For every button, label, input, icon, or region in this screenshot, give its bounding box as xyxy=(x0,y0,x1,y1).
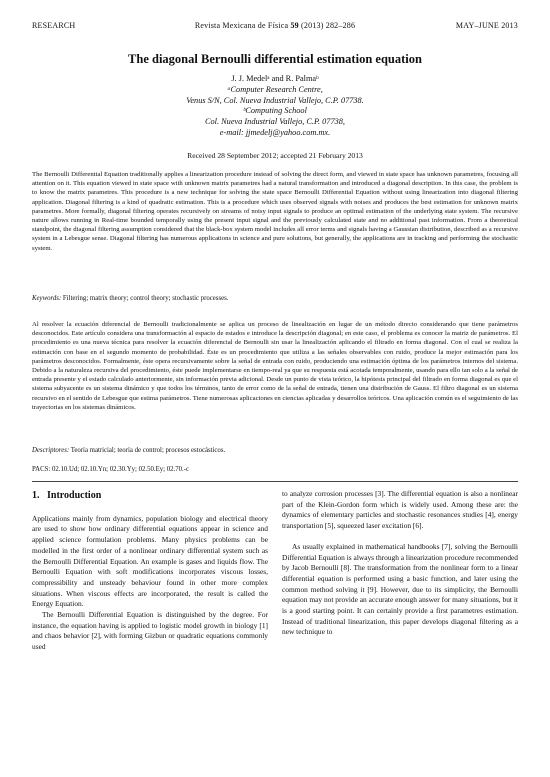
author-email[interactable]: e-mail: jjmedelj@yahoo.com.mx. xyxy=(219,127,331,137)
header-volume: 59 xyxy=(290,21,299,30)
received-dates: Received 28 September 2012; accepted 21 February 2013 xyxy=(187,151,363,160)
section-title: Introduction xyxy=(47,490,102,501)
paragraph: Applications mainly from dynamics, population biology and electrical theory are used to show how ordinary differential equations appear in science and applied science formulation problems. Many physics problems can be modelled in the first order of a nonlinear ordinary differential system such as the Bernoulli Differential Equation. An example is gases and liquids flow. The Bernoulli Equation with soft modifications incorporates viscous losses, compressibility and unsteady behaviour found in other more complex situations. When viscous effects are incorporated, the result is called the Energy Equation. xyxy=(32,513,268,609)
affiliation-b-address: Col. Nueva Industrial Vallejo, C.P. 07738, xyxy=(205,117,345,127)
affiliation-a: ᵃComputer Research Centre, xyxy=(227,84,323,94)
section-heading xyxy=(32,491,268,502)
paragraph: As usually explained in mathematical handbooks [7], solving the Bernoulli Differential Equation is always through a linearization procedure recommended by Jacob Bernoulli [8]. The transformation from the nonlinear form to a linear differential equation is performed using a basic function, and later using the common method solving it [9]. However, due to its simplicity, the Bernoulli equation may not provide an accurate enough answer for many situations, but it is a good starting point. It can certainly provide a first parametres estimation. Instead of traditional linearization, this paper develops diagonal filtering as a new technique to xyxy=(282,541,518,637)
divider xyxy=(32,481,518,482)
descriptores-label: Descriptores: xyxy=(32,447,70,454)
keywords-label: Keywords: xyxy=(32,295,62,302)
body-column-right xyxy=(282,489,518,638)
affiliation-b: ᵇComputing School xyxy=(243,106,307,116)
header-journal-citation xyxy=(32,21,518,30)
affiliation-a-address: Venus S/N, Col. Nueva Industrial Vallejo, C.P. 07738. xyxy=(186,95,364,105)
keywords-text: Filtering; matrix theory; control theory; stochastic processes. xyxy=(62,295,229,302)
pacs-codes: PACS: 02.10.Ud; 02.10.Yn; 02.30.Yy; 02.50.Ey; 02.70.-c xyxy=(32,466,190,473)
header-pages: (2013) 282–286 xyxy=(298,21,356,30)
header-issue-date: MAY–JUNE 2013 xyxy=(455,21,518,30)
paragraph: The Bernoulli Differential Equation is distinguished by the degree. For instance, the equation having is applied to logistic model growth in biology [1] and chaos behavior [2], with forming Gizbun or quadratic equations commonly used xyxy=(32,610,268,652)
paragraph-gap xyxy=(282,532,518,542)
abstract-spanish: Al resolver la ecuación diferencial de Bernoulli tradicionalmente se aplica un proceso de linealización en lugar de un método directo considerando que tiene parámetros desconocidos. Este artículo considera una transformación al espacio de estados e introduce la descripción diagonal; en este caso, el problema es conocer la matriz de parámetros. El procedimiento es una nueva técnica para resolver la ecuación diferencial de Bernoulli sin usar la linealización aplicando el filtrado en forma diagonal. Con el cual se realiza la estimación con base en el segundo momento de probabilidad. Éste es un procedimiento que utiliza a las señales observables con ruido, produce la mejor estimación para los parámetros desconocidos. Formalmente, éste opera recursivamente sobre la señal de entrada con ruido, produciendo una estimación óptima de los parámetros internos del sistema. Debido a la naturaleza recursiva del procedimiento, éste puede implementarse en tiempo-real ya que su respuesta está acotada temporalmente, usando para ello tan solo a la señal de entrada presente y el estado calculado anteriormente, sin información previa adicional. Desde un punto de vista teórico, la hipótesis principal del filtrado en forma diagonal es que el sistema subyacente es un sistema dinámico y que todos los términos, tanto de error como de la señal de entrada, tienen una distribución de Gauss. El filtro diagonal es un sistema recursivo en el sentido de Lebesgue que estima parámetros. Tiene numerosas aplicaciones en ciencias aplicadas y desarrollos teóricos. Una aplicación común es el seguimiento de las trayectorias en los sistemas dinámicos. xyxy=(32,321,518,411)
descriptores xyxy=(32,447,518,454)
header-journal-name: Revista Mexicana de Física xyxy=(194,21,291,30)
header-section-label: RESEARCH xyxy=(32,21,76,30)
paragraph: to analyze corrosion processes [3]. The differential equation is also a nonlinear part of the Klein-Gordon form which is widely used. Among these are: the dynamics of elementary particles and stochastic resonances studies [4], energy transportation [5], squeezed laser excitation [6]. xyxy=(282,489,518,531)
section-number: 1. xyxy=(32,490,40,501)
descriptores-text: Teoría matricial; teoría de control; procesos estocásticos. xyxy=(70,447,226,454)
paper-title: The diagonal Bernoulli differential estimation equation xyxy=(128,52,422,66)
author-block xyxy=(32,74,518,139)
keywords xyxy=(32,295,518,302)
author-names: J. J. Medelᵃ and R. Palmaᵇ xyxy=(231,74,319,83)
abstract-english: The Bernoulli Differential Equation traditionally applies a linearization procedure instead of solving the direct form, and viewed in state space has unknown parametres, focusing all attention on it. This equation viewed in state space with unknown matrix parametres had a natural transformation and introduced a diagonal description. In this case, the problem is to know the matrix parametres. This procedure is a new technique for solving the state space Bernoulli Differential Equation without using linearization into diagonal filtering application. Diagonal filtering is a kind of quadratic estimation. This is a procedure which uses observed signals with noises and produces the best estimation for unknown matrix parametres. More formally, diagonal filtering operates recursively on streams of noisy input signals to produce an optimal estimation of the underlying state system. The recursive nature allows running in Real-time bounded temporally using the present input signal and the previously calculated state and no additional past information. From a theoretical standpoint, the diagonal filtering assumption considered that the black-box system model includes all error terms and signals having a Gaussian distribution, described as a recursive system in a Lebesgue sense. Diagonal filtering has numerous applications in science and pure solutions, but generally, the applications are in tracking and performing the stochastic system. xyxy=(32,171,518,252)
body-column-left xyxy=(32,489,268,653)
